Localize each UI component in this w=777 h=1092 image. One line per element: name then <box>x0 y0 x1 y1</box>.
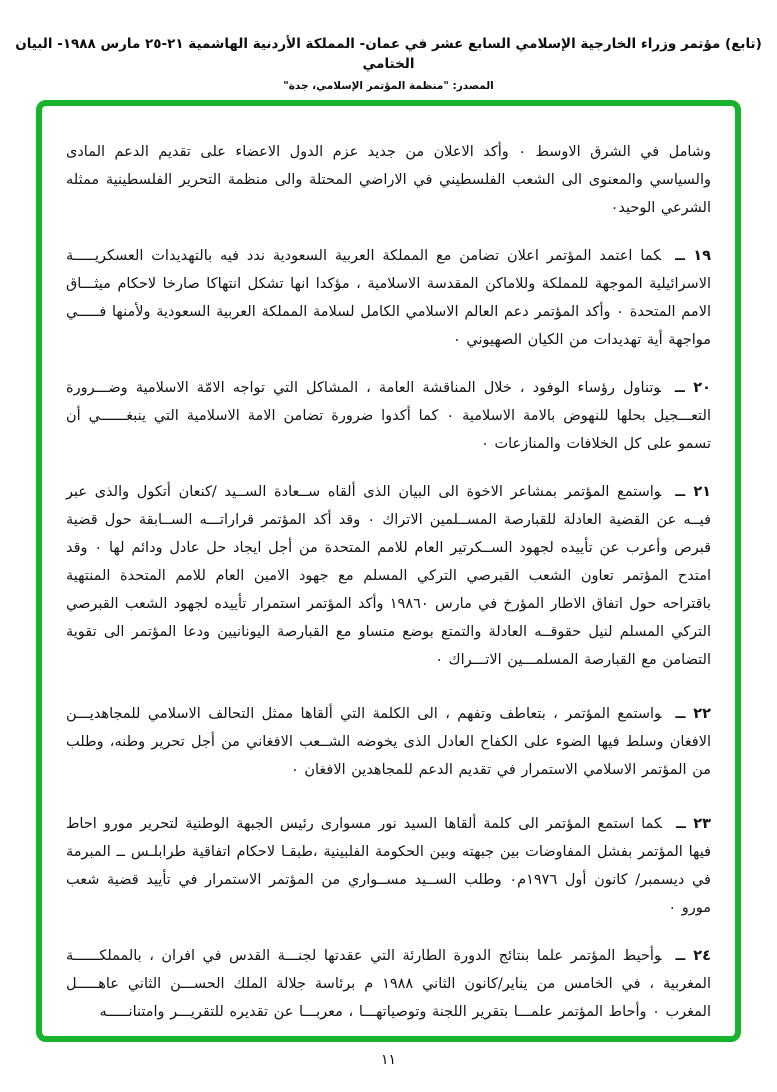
paragraph-text: وأحيط المؤتمر علما بنتائج الدورة الطارئة التي عقدتها لجنـــة القدس في افران ، بالمملكــــــة المغربية ، في الخامس من يناير/كانون الثاني ١٩٨٨ م برئاسة جلالة الملك الحســـن الثاني عاهـــــل المغرب ٠ وأحاط المؤتمر علمـــا بتقرير اللجنة وتوصياتهـــا ، معربـــا عن تقديره للتقريـــر وامتنانـــــه <box>66 948 711 1020</box>
content-frame <box>36 100 741 1042</box>
paragraph-number: ٢١ ــ <box>675 484 712 500</box>
paragraph-24 <box>66 942 711 1026</box>
page-title: (تابع) مؤتمر وزراء الخارجية الإسلامي السابع عشر في عمان- المملكة الأردنية الهاشمية ٢١-٢٥ مارس ١٩٨٨- البيان الختامي <box>15 36 762 72</box>
paragraph-continuation <box>66 138 711 222</box>
paragraph-number: ٢٤ ــ <box>675 948 711 964</box>
paragraph-number: ٢٠ ــ <box>674 380 711 396</box>
paragraph-text: واستمع المؤتمر بمشاعر الاخوة الى البيان الذى ألقاه ســعادة الســيد /كنعان أتكول والذى عبر فيــه عن القضية العادلة للقبارصة المســلمين الاتراك ٠ وقد أكد المؤتمر قراراتـــه الســابقة حول قضية قبرص وأعرب عن تأييده لجهود الســكرتير العام للامم المتحدة من أجل ايجاد حل عادل ودائم لها ٠ وقد امتدح المؤتمر تعاون الشعب القبرصي التركي المسلم مع جهود الامين العام للامم المتحدة المنتهية باقتراحه حول اتفاق الاطار المؤرخ في مارس ١٩٨٦٠ وأكد المؤتمر استمرار تأييده لجهود الشعب القبرصي التركي المسلم لنيل حقوقــه العادلة والتمتع بوضع متساو مع القبارصة اليونانيين ودعا المؤتمر الى تقوية التضامن مع القبارصة المسلمـــين الاتـــراك ٠ <box>66 484 712 668</box>
paragraph-21 <box>66 478 711 674</box>
paragraph-number: ٢٣ ــ <box>675 816 711 832</box>
paragraph-text: كما اعتمد المؤتمر اعلان تضامن مع المملكة العربية السعودية ندد فيه بالتهديدات العسكريـــــة الاسرائيلية الموجهة للمملكة وللاماكن المقدسة الاسلامية ، مؤكدا انها تشكل انتهاكا صارخا لاحكام ميثـــاق الامم المتحدة ٠ وأكد المؤتمر دعم العالم الاسلامي الكامل لسلامة المملكة العربية السعودية ولأمنها فـــــي مواجهة أية تهديدات من الكيان الصهيوني ٠ <box>66 248 711 348</box>
paragraph-19 <box>66 242 711 354</box>
paragraph-number: ٢٢ ــ <box>675 706 711 722</box>
document-header <box>0 34 777 92</box>
paragraph-text: كما استمع المؤتمر الى كلمة ألقاها السيد نور مسوارى رئيس الجبهة الوطنية لتحرير مورو احاط فيها المؤتمر بفشل المفاوضات بين جبهته وبين الحكومة الفلبينية ،طبقـا لاحكام اتفاقية طرابلـس ــ المبرمة في ديسمبر/ كانون أول ١٩٧٦م٠ وطلب الســيد مســواري من المؤتمر الاستمرار في تأييد قضية شعب مورو ٠ <box>66 816 711 916</box>
paragraph-23 <box>66 810 711 922</box>
source-line: المصدر: "منظمة المؤتمر الإسلامي، جدة" <box>283 80 494 92</box>
paragraph-number: ١٩ ــ <box>675 248 711 264</box>
paragraph-20 <box>66 374 711 458</box>
page-number: ١١ <box>380 1052 397 1068</box>
paragraph-22 <box>66 700 711 784</box>
paragraph-text: واستمع المؤتمر ، بتعاطف وتفهم ، الى الكلمة التي ألقاها ممثل التحالف الاسلامي للمجاهديـــن الافغان وسلط فيها الضوء على الكفاح العادل الذى يخوضه الشــعب الافغاني من أجل تحرير وطنه، وطلب من المؤتمر الاسلامي الاستمرار في تقديم الدعم للمجاهدين الافغان ٠ <box>66 706 711 778</box>
paragraph-text: وشامل في الشرق الاوسط ٠ وأكد الاعلان من جديد عزم الدول الاعضاء على تقديم الدعم المادى والسياسي والمعنوى الى الشعب الفلسطيني في الاراضي المحتلة والى منظمة التحرير الفلسطينية ممثله الشرعي الوحيد٠ <box>66 144 711 216</box>
paragraph-text: وتناول رؤساء الوفود ، خلال المناقشة العامة ، المشاكل التي تواجه الامّة الاسلامية وضـــرورة التعـــجيل بحلها للنهوض بالامة الاسلامية ٠ كما أكدوا ضرورة تضامن الامة الاسلامية التي ينبغــــــي أن تسمو على كل الخلافات والمنازعات ٠ <box>66 380 711 452</box>
